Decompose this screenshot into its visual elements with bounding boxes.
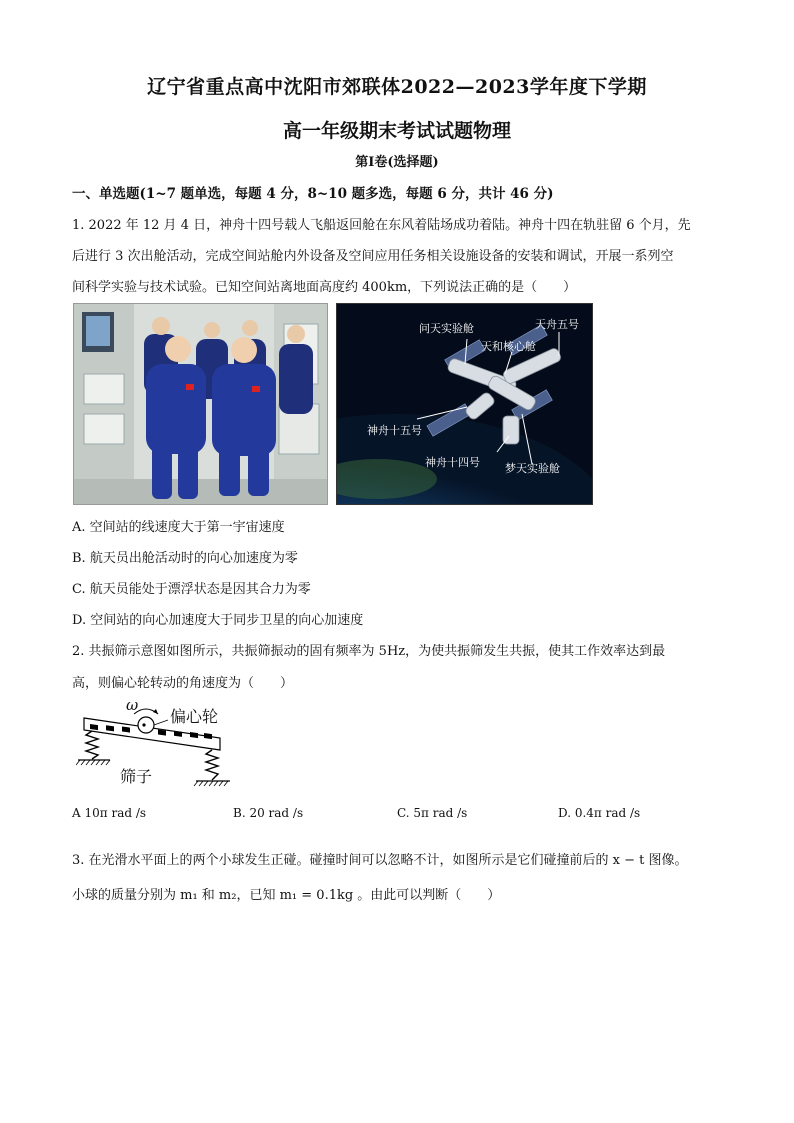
sieve-label: 筛子 [120,767,153,786]
q1-option-c: C. 航天员能处于漂浮状态是因其合力为零 [72,582,311,597]
label-tianhe: 天和核心舱 [481,340,536,353]
exam-subtitle: 高一年级期末考试试题物理 [282,120,511,142]
q2-text-line1: 2. 共振筛示意图如图所示，共振筛振动的固有频率为 5Hz，为使共振筛发生共振，使其工作效率达到最 [72,644,666,659]
section-heading: 一、单选题(1~7 题单选，每题 4 分，8~10 题多选，每题 6 分，共计 46 分) [72,186,554,202]
q2-option-c: C. 5π rad /s [397,806,468,820]
astronauts-photo [73,303,328,505]
label-sz15: 神舟十五号 [367,424,422,437]
q3-text-line2: 小球的质量分别为 m₁ 和 m₂，已知 m₁ = 0.1kg 。由此可以判断（ ） [72,888,501,903]
q1-text-line1: 1. 2022 年 12 月 4 日，神舟十四号载人飞船返回舱在东风着陆场成功着陆。神舟十四在轨驻留 6 个月，先 [72,218,691,233]
q1-option-a: A. 空间站的线速度大于第一宇宙速度 [72,520,285,535]
eccentric-wheel-label: 偏心轮 [170,707,219,726]
q3-text-line1: 3. 在光滑水平面上的两个小球发生正碰。碰撞时间可以忽略不计，如图所示是它们碰撞前后的 x − t 图像。 [72,853,688,868]
q2-option-d: D. 0.4π rad /s [558,806,641,820]
q1-text-line3: 间科学实验与技术试验。已知空间站离地面高度约 400km，下列说法正确的是（ ） [72,280,577,295]
sieve-illustration [76,698,246,796]
q1-text-line2: 后进行 3 次出舱活动，完成空间站舱内外设备及空间应用任务相关设施设备的安装和调试，开展一系列空 [72,249,674,264]
omega-label: ω [126,696,139,714]
astronauts-illustration [74,304,327,504]
q2-text-line2: 高，则偏心轮转动的角速度为（ ） [72,676,294,691]
label-mengtian: 梦天实验舱 [505,462,560,475]
space-station-photo [336,303,593,505]
q1-option-b: B. 航天员出舱活动时的向心加速度为零 [72,551,298,566]
q1-option-d: D. 空间站的向心加速度大于同步卫星的向心加速度 [72,613,364,628]
q2-option-a: A 10π rad /s [72,806,147,820]
q2-option-b: B. 20 rad /s [233,806,304,820]
sieve-diagram [76,698,246,796]
label-tianzhou: 天舟五号 [535,318,579,331]
label-sz14: 神舟十四号 [425,456,480,469]
label-wentian: 问天实验舱 [419,322,474,335]
exam-title: 辽宁省重点高中沈阳市郊联体2022—2023学年度下学期 [147,76,647,98]
part-heading: 第Ⅰ卷(选择题) [355,155,439,170]
